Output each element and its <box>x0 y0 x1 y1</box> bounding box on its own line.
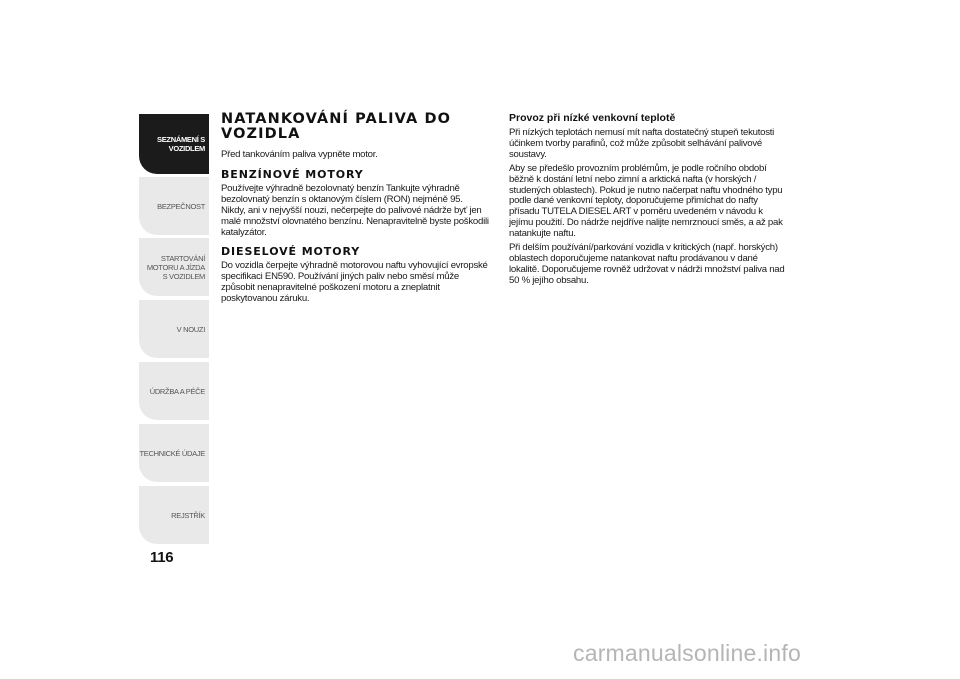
paragraph: Při delším používání/parkování vozidla v kritických (např. horských) oblastech doporučujeme natankovat naftu prodávanou v dané lokalitě. Doporučujeme rovněž udržovat v nádrži množství paliva nad 50 % jejího obsahu. <box>509 242 785 286</box>
sidebar-item-label: V NOUZI <box>176 324 205 334</box>
sidebar-item-seznameni[interactable] <box>139 114 209 174</box>
section-text-diesel: Do vozidla čerpejte výhradně motorovou naftu vyhovující evropské specifikaci EN590. Používání jiných paliv nebo směsí může způsobit nenapravitelné poškození motoru a zneplatnit poskytovanou záruku. <box>221 260 488 305</box>
sidebar-item-label: SEZNÁMENÍ S VOZIDLEM <box>157 135 205 153</box>
section-text-petrol: Používejte výhradně bezolovnatý benzín Tankujte výhradně bezolovnatý benzín s oktanovým číslem (RON) nejméně 95. Nikdy, ani v nejvyšší nouzi, nečerpejte do palivové nádrže byť jen malé množství olovnatého benzínu. Nenapravitelně byste poškodili katalyzátor. <box>221 182 489 238</box>
subheading-low-temperature: Provoz při nízké venkovní teplotě <box>509 112 676 124</box>
left-column <box>221 112 489 308</box>
paragraph: Při nízkých teplotách nemusí mít nafta dostatečný stupeň tekutosti účinkem tvorby parafinů, což může způsobit selhávání palivové soustavy. <box>509 127 775 160</box>
intro-text: Před tankováním paliva vypněte motor. <box>221 149 378 160</box>
sidebar-item-rejstrik[interactable] <box>139 486 209 544</box>
sidebar-item-technicke-udaje[interactable] <box>139 424 209 482</box>
watermark: carmanualsonline.info <box>573 640 801 666</box>
sidebar-item-v-nouzi[interactable] <box>139 300 209 358</box>
page-title: NATANKOVÁNÍ PALIVA DO VOZIDLA <box>221 111 452 142</box>
sidebar-item-startovani[interactable] <box>139 238 209 296</box>
sidebar-item-label: TECHNICKÉ ÚDAJE <box>139 448 205 458</box>
sidebar-item-label: STARTOVÁNÍ MOTORU A JÍZDA S VOZIDLEM <box>146 253 205 281</box>
sidebar-item-bezpecnost[interactable] <box>139 177 209 235</box>
section-heading-petrol: BENZÍNOVÉ MOTORY <box>221 167 364 181</box>
page-number: 116 <box>150 549 174 566</box>
section-heading-diesel: DIESELOVÉ MOTORY <box>221 245 361 259</box>
right-column <box>509 112 785 290</box>
sidebar-item-label: BEZPEČNOST <box>157 201 205 211</box>
sidebar-item-label: ÚDRŽBA A PÉČE <box>149 386 205 396</box>
sidebar-item-label: REJSTŘÍK <box>171 510 205 520</box>
sidebar-item-udrzba[interactable] <box>139 362 209 420</box>
paragraph: Aby se předešlo provozním problémům, je podle ročního období běžně k dostání letní nebo zimní a arktická nafta (v horských / studených oblastech). Pokud je nutno načerpat naftu vhodného typu podle dané venkovní teploty, doporučujeme přimíchat do nafty přísadu TUTELA DIESEL ART v poměru uvedeném v návodu k jejímu použití. Do nádrže nejdříve nalijte nemrznoucí směs, a až pak natankujte naftu. <box>509 162 783 240</box>
